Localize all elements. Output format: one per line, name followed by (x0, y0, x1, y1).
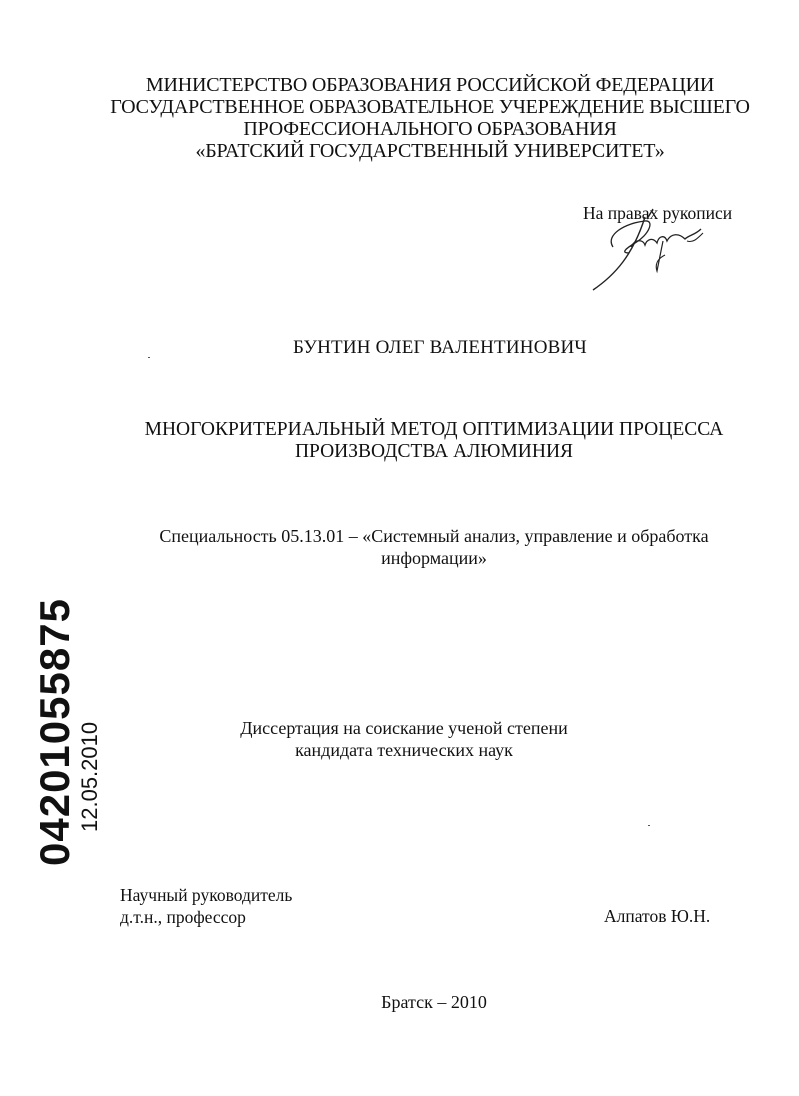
header-line: ПРОФЕССИОНАЛЬНОГО ОБРАЗОВАНИЯ (243, 118, 617, 140)
manuscript-note: На правах рукописи (583, 203, 733, 223)
header-line: «БРАТСКИЙ ГОСУДАРСТВЕННЫЙ УНИВЕРСИТЕТ» (195, 140, 665, 162)
city-year: Братск – 2010 (381, 992, 487, 1012)
institution-header (30, 74, 799, 162)
dissertation-title (0, 419, 799, 463)
title-line: МНОГОКРИТЕРИАЛЬНЫЙ МЕТОД ОПТИМИЗАЦИИ ПРОЦЕССА (144, 419, 724, 440)
author-name: БУНТИН ОЛЕГ ВАЛЕНТИНОВИЧ (293, 337, 587, 358)
supervisor-name: Алпатов Ю.Н. (604, 906, 711, 926)
header-line: МИНИСТЕРСТВО ОБРАЗОВАНИЯ РОССИЙСКОЙ ФЕДЕРАЦИИ (145, 74, 715, 96)
title-line: ПРОИЗВОДСТВА АЛЮМИНИЯ (294, 441, 574, 462)
degree-statement (0, 717, 799, 761)
library-stamp-date: 12.05.2010 (77, 721, 102, 832)
scan-speck (648, 825, 650, 826)
specialty (0, 525, 799, 569)
supervisor-degree: д.т.н., профессор (120, 907, 246, 927)
specialty-line: информации» (381, 548, 487, 568)
handwritten-signature (585, 195, 715, 295)
header-line: ГОСУДАРСТВЕННОЕ ОБРАЗОВАТЕЛЬНОЕ УЧЕРЕЖДЕНИЕ ВЫСШЕГО (110, 96, 750, 118)
supervisor-role: Научный руководитель (120, 885, 293, 905)
degree-line: Диссертация на соискание ученой степени (240, 718, 568, 738)
library-stamp-number: 04201055875 (31, 598, 78, 866)
supervisor-block (120, 884, 292, 928)
specialty-line: Специальность 05.13.01 – «Системный анализ, управление и обработка (159, 526, 709, 546)
degree-line: кандидата технических наук (295, 740, 513, 760)
